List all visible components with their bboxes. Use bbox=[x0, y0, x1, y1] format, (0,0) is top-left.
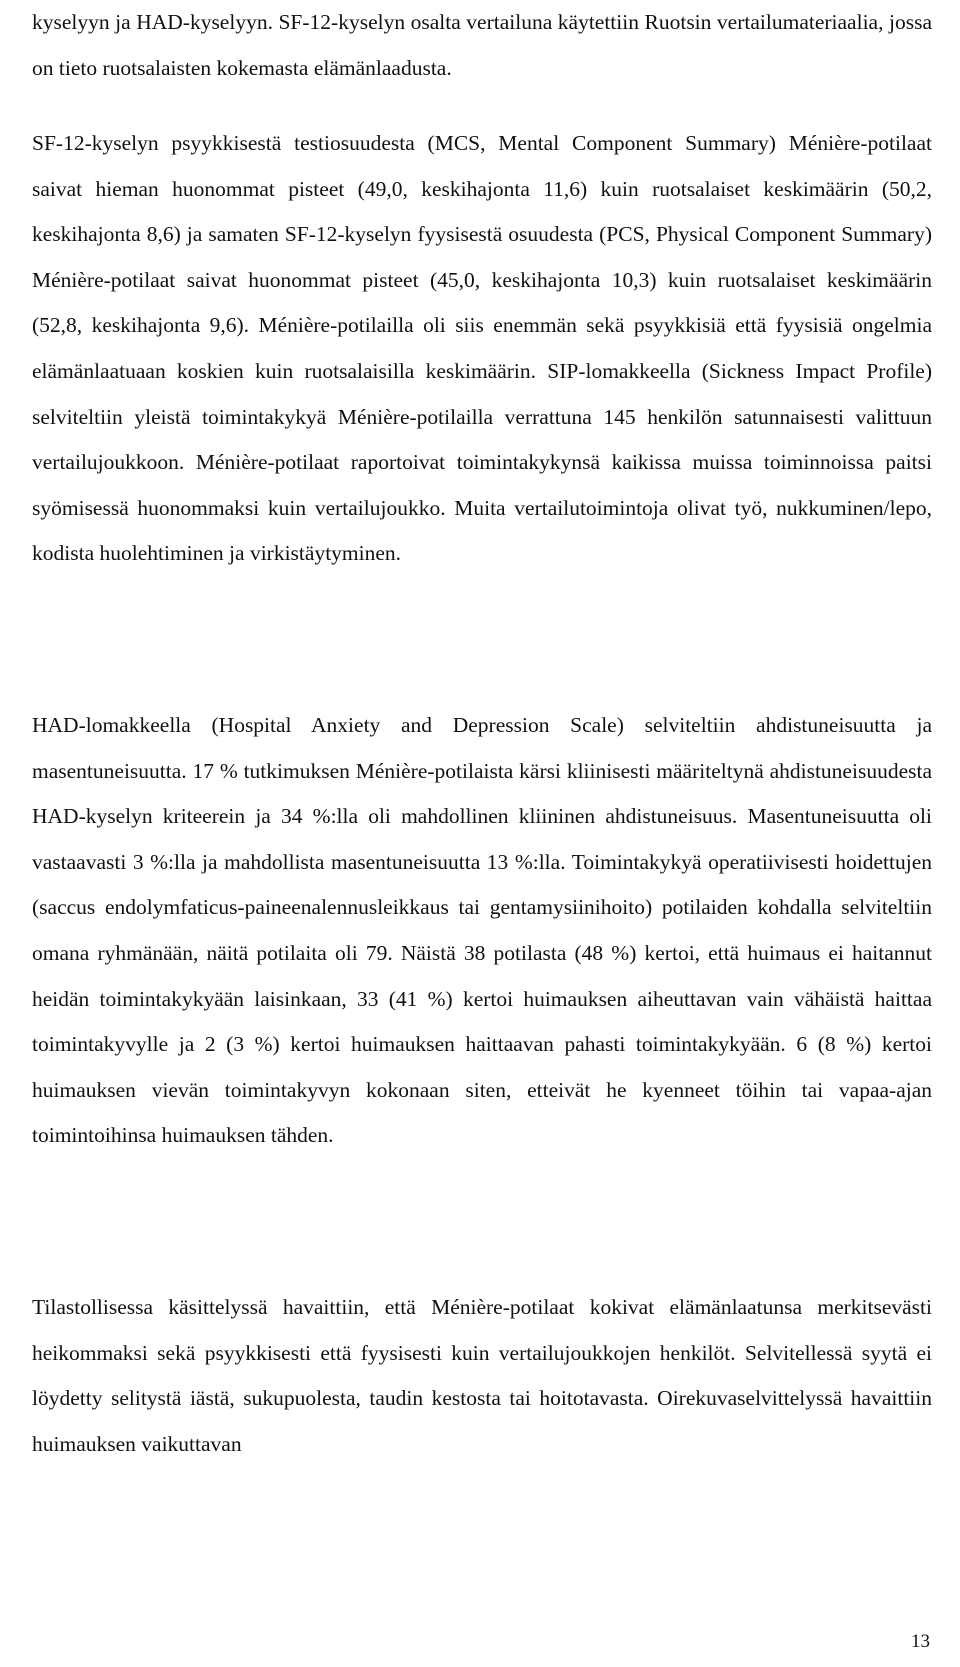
paragraph-intro-continuation: kyselyyn ja HAD-kyselyyn. SF-12-kyselyn osalta vertailuna käytettiin Ruotsin vertailumateriaalia, jossa on tieto ruotsalaisten kokemasta elämänlaadusta. bbox=[32, 10, 932, 80]
paragraph-sf12-results: SF-12-kyselyn psyykkisestä testiosuudesta (MCS, Mental Component Summary) Ménière-potilaat saivat hieman huonommat pisteet (49,0, keskihajonta 11,6) kuin ruotsalaiset keskimäärin (50,2, keskihajonta 8,6) ja samaten SF-12-kyselyn fyysisestä osuudesta (PCS, Physical Component Summary) Ménière-potilaat saivat huonommat pisteet (45,0, keskihajonta 10,3) kuin ruotsalaiset keskimäärin (52,8, keskihajonta 9,6). Ménière-potilailla oli siis enemmän sekä psyykkisiä että fyysisiä ongelmia elämänlaatuaan koskien kuin ruotsalaisilla keskimäärin. SIP-lomakkeella (Sickness Impact Profile) selviteltiin yleistä toimintakykyä Ménière-potilailla verrattuna 145 henkilön satunnaisesti valittuun vertailujoukkoon. Ménière-potilaat raportoivat toimintakykynsä kaikissa muissa toiminnoissa paitsi syömisessä huonommaksi kuin vertailujoukko. Muita vertailutoimintoja olivat työ, nukkuminen/lepo, kodista huolehtiminen ja virkistäytyminen. bbox=[32, 131, 932, 566]
paragraph-had-results: HAD-lomakkeella (Hospital Anxiety and Depression Scale) selviteltiin ahdistuneisuutta ja masentuneisuutta. 17 % tutkimuksen Ménière-potilaista kärsi kliinisesti määriteltynä ahdistuneisuudesta HAD-kyselyn kriteerein ja 34 %:lla oli mahdollinen kliininen ahdistuneisuus. Masentuneisuutta oli vastaavasti 3 %:lla ja mahdollista masentuneisuutta 13 %:lla. Toimintakykyä operatiivisesti hoidettujen (saccus endolymfaticus-paineenalennusleikkaus tai gentamysiinihoito) potilaiden kohdalla selviteltiin omana ryhmänään, näitä potilaita oli 79. Näistä 38 potilasta (48 %) kertoi, että huimaus ei haitannut heidän toimintakykyään laisinkaan, 33 (41 %) kertoi huimauksen aiheuttavan vain vähäistä haittaa toimintakyvylle ja 2 (3 %) kertoi huimauksen haittaavan pahasti toimintakykyään. 6 (8 %) kertoi huimauksen vievän toimintakyvyn kokonaan siten, etteivät he kyenneet töihin tai vapaa-ajan toimintoihinsa huimauksen tähden. bbox=[32, 713, 932, 1148]
paragraph-statistical-analysis: Tilastollisessa käsittelyssä havaittiin, että Ménière-potilaat kokivat elämänlaatunsa merkitsevästi heikommaksi sekä psyykkisesti että fyysisesti kuin vertailujoukkojen henkilöt. Selvitellessä syytä ei löydetty selitystä iästä, sukupuolesta, taudin kestosta tai hoitotavasta. Oirekuvaselvittelyssä havaittiin huimauksen vaikuttavan bbox=[32, 1295, 932, 1456]
page-number: 13 bbox=[911, 1631, 930, 1652]
